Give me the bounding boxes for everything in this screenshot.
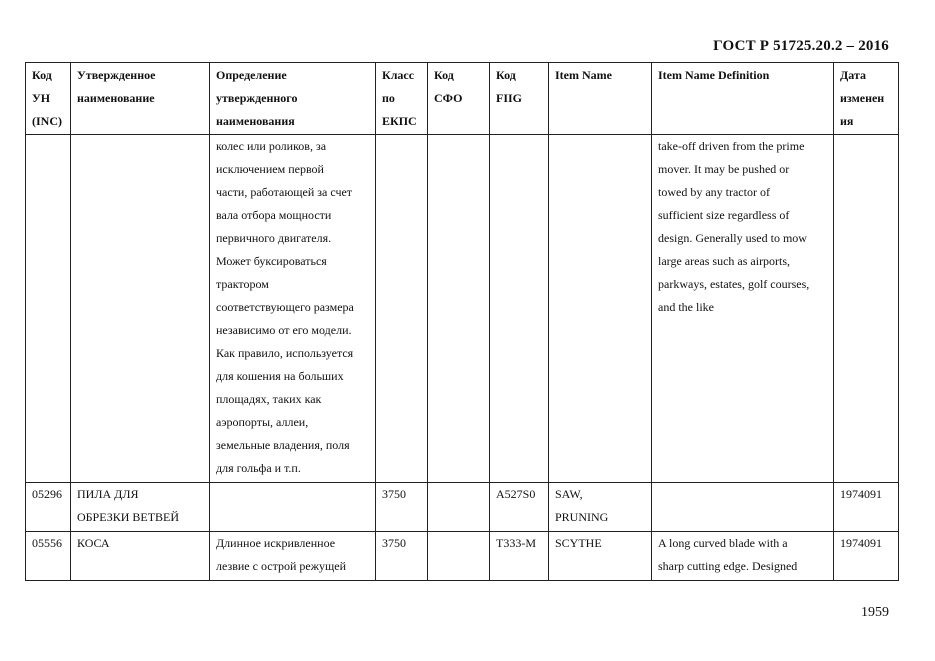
cell-class <box>376 135 428 483</box>
cell-inc: 05296 <box>26 483 71 532</box>
page-number: 1959 <box>861 605 889 620</box>
cell-definition: колес или роликов, за исключением первой части, работающей за счет вала отбора мощности первичного двигателя. Может буксироваться трактором соответствующего размера независимо от его модели. Как правило, используется для кошения на больших площадях, таких как аэропорты, аллеи, земельные владения, поля для гольфа и т.п. <box>210 135 376 483</box>
document-standard-title: ГОСТ Р 51725.20.2 – 2016 <box>713 38 889 54</box>
table-row <box>26 483 899 532</box>
cell-date <box>834 135 899 483</box>
header-fiig: Код FIIG <box>490 63 549 135</box>
cell-sfo <box>428 483 490 532</box>
cell-item-definition: take-off driven from the prime mover. It may be pushed or towed by any tractor of sufficient size regardless of design. Generally used to mow large areas such as airports, parkways, estates, golf courses, and the like <box>652 135 834 483</box>
cell-approved-name: КОСА <box>71 532 210 581</box>
cell-inc: 05556 <box>26 532 71 581</box>
header-inc: Код УН (INC) <box>26 63 71 135</box>
cell-approved-name <box>71 135 210 483</box>
cell-fiig <box>490 135 549 483</box>
table-row <box>26 532 899 581</box>
header-class: Класс по ЕКПС <box>376 63 428 135</box>
cell-approved-name: ПИЛА ДЛЯ ОБРЕЗКИ ВЕТВЕЙ <box>71 483 210 532</box>
cell-definition: Длинное искривленное лезвие с острой режущей <box>210 532 376 581</box>
cell-date: 1974091 <box>834 532 899 581</box>
cell-date: 1974091 <box>834 483 899 532</box>
cell-fiig: T333-M <box>490 532 549 581</box>
cell-inc <box>26 135 71 483</box>
cell-class: 3750 <box>376 483 428 532</box>
table-row <box>26 135 899 483</box>
header-definition: Определение утвержденного наименования <box>210 63 376 135</box>
cell-sfo <box>428 532 490 581</box>
header-approved-name: Утвержденное наименование <box>71 63 210 135</box>
table-header-row <box>26 63 899 135</box>
header-change-date: Дата изменен ия <box>834 63 899 135</box>
cell-fiig: A527S0 <box>490 483 549 532</box>
cell-sfo <box>428 135 490 483</box>
cell-item-definition: A long curved blade with a sharp cutting edge. Designed <box>652 532 834 581</box>
header-item-name-definition: Item Name Definition <box>652 63 834 135</box>
cell-item-definition <box>652 483 834 532</box>
inc-table <box>25 62 899 581</box>
cell-item-name: SCYTHE <box>549 532 652 581</box>
cell-item-name <box>549 135 652 483</box>
cell-item-name: SAW, PRUNING <box>549 483 652 532</box>
cell-class: 3750 <box>376 532 428 581</box>
cell-definition <box>210 483 376 532</box>
header-sfo: Код СФО <box>428 63 490 135</box>
header-item-name: Item Name <box>549 63 652 135</box>
